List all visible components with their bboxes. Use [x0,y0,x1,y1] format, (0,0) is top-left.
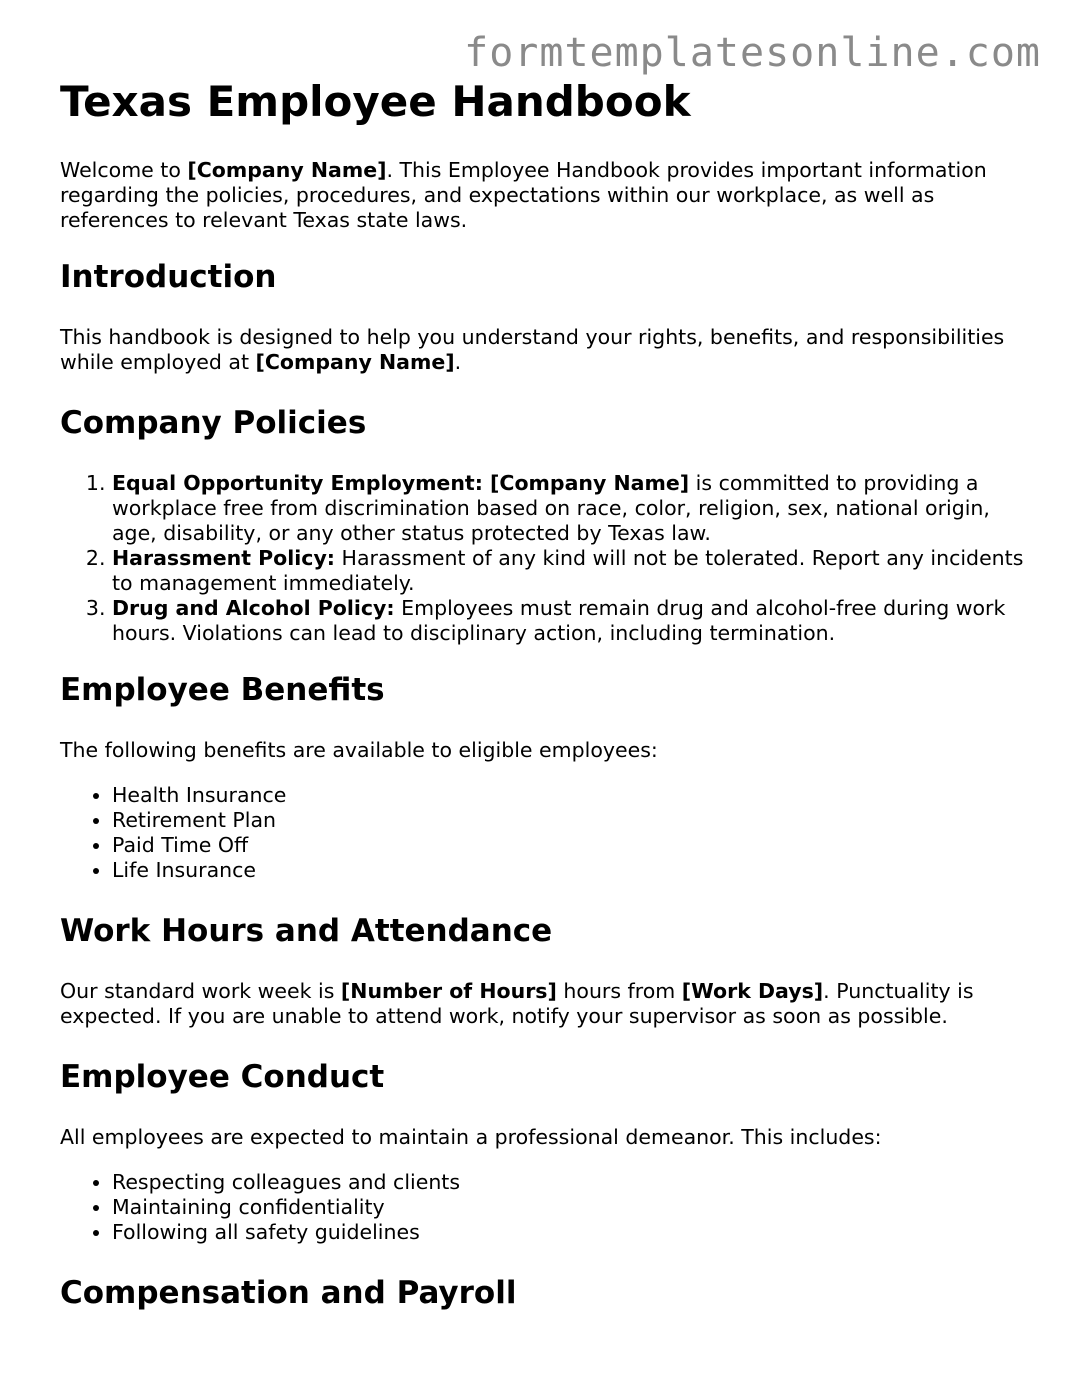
conduct-heading: Employee Conduct [60,1059,385,1095]
policy-text: Harassment of any kind will not be tolerated. Report any incidents to management immediately. [112,546,1024,595]
hours-pre: Our standard work week is [60,979,341,1003]
policy-text: Employees must remain drug and alcohol-free during work hours. Violations can lead to disciplinary action, including termination. [112,596,1006,645]
policy-label: Equal Opportunity Employment: [Company Name] [112,471,690,495]
hours-value: [Number of Hours] [340,979,557,1003]
hours-mid: hours from [556,979,682,1003]
introduction-company: [Company Name] [255,350,455,374]
list-item: • Health Insurance [112,783,1025,808]
policy-item [112,596,1025,646]
list-item: • Respecting colleagues and clients [112,1170,1025,1195]
list-item: • Maintaining confidentiality [112,1195,1025,1220]
welcome-pre: Welcome to [60,158,188,182]
list-item: • Life Insurance [112,858,1025,883]
welcome-company: [Company Name] [187,158,387,182]
policy-item [112,471,1025,546]
introduction-heading: Introduction [60,259,277,295]
policies-list [60,471,1025,646]
page-title: Texas Employee Handbook [60,77,691,126]
introduction-paragraph [60,325,1025,375]
hours-post: . Punctuality is expected. If you are unable to attend work, notify your supervisor as soon as possible. [60,979,974,1028]
policy-text: is committed to providing a workplace free from discrimination based on race, color, religion, sex, national origin, age, disability, or any other status protected by Texas law. [112,471,990,545]
welcome-paragraph [60,158,1025,233]
welcome-post: . This Employee Handbook provides important information regarding the policies, procedures, and expectations within our workplace, as well as references to relevant Texas state laws. [60,158,987,232]
benefits-intro: The following benefits are available to eligible employees: [60,738,658,762]
policy-item [112,546,1025,596]
conduct-list [60,1170,1025,1245]
introduction-post: . [454,350,462,374]
hours-paragraph [60,979,1025,1029]
list-item: • Retirement Plan [112,808,1025,833]
compensation-heading: Compensation and Payroll [60,1275,517,1311]
hours-heading: Work Hours and Attendance [60,913,553,949]
conduct-intro: All employees are expected to maintain a professional demeanor. This includes: [60,1125,882,1149]
policies-heading: Company Policies [60,405,367,441]
policy-label: Drug and Alcohol Policy: [112,596,395,620]
list-item: • Paid Time Off [112,833,1025,858]
policy-label: Harassment Policy: [112,546,336,570]
list-item: • Following all safety guidelines [112,1220,1025,1245]
watermark: formtemplatesonline.com [464,30,1041,76]
work-days-value: [Work Days] [681,979,824,1003]
document-page [60,76,1025,1341]
introduction-pre: This handbook is designed to help you understand your rights, benefits, and responsibilities while employed at [60,325,1005,374]
benefits-heading: Employee Benefits [60,672,385,708]
benefits-list [60,783,1025,883]
